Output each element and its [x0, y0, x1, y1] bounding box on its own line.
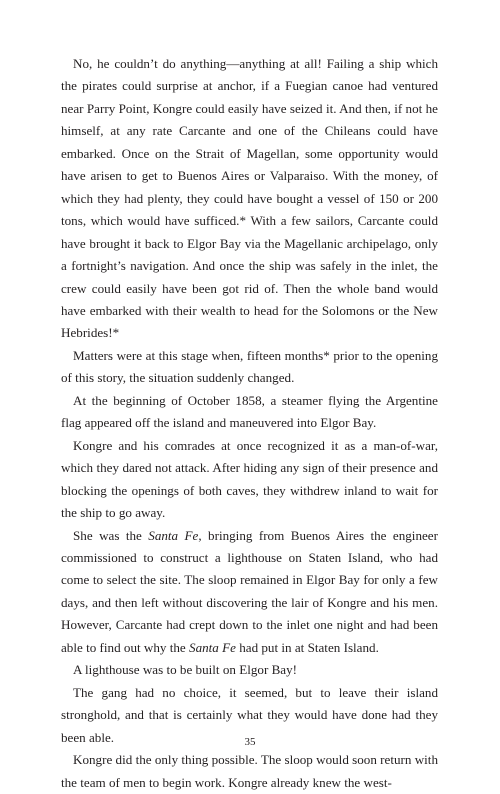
- text-run: , bringing from Buenos Aires the engineer commissioned to construct a lighthouse on Staten Island, who had come to select the site. The sloop remained in Elgor Bay for only a few days, and then left without discovering the lair of Kongre and his men. However, Carcante had crept down to the inlet one night and had been able to find out why the: [61, 527, 438, 655]
- paragraph: [61, 53, 438, 345]
- text-run: A lighthouse was to be built on Elgor Bay!: [73, 662, 298, 678]
- text-run: No, he couldn’t do anything—anything at all! Failing a ship which the pirates could surprise at anchor, if a Fuegian canoe had ventured near Parry Point, Kongre could easily have seized it. And then, if not he himself, at any rate Carcante and one of the Chileans could have embarked. Once on the Strait of Magellan, some opportunity would have arisen to get to Buenos Aires or Valparaiso. With the money, of which they had plenty, they could have bought a vessel of 150 or 200 tons, which would have sufficed.* With a few sailors, Carcante could have brought it back to Elgor Bay via the Magellanic archipelago, only a fortnight’s navigation. And once the ship was safely in the inlet, the crew could easily have been got rid of. Then the whole band would have embarked with their wealth to head for the Solomons or the New Hebrides!*: [61, 56, 438, 341]
- body-text: [61, 53, 438, 794]
- text-run: had put in at Staten Island.: [235, 639, 379, 655]
- page-number: 35: [244, 736, 256, 748]
- text-run: At the beginning of October 1858, a steamer flying the Argentine flag appeared off the island and maneuvered into Elgor Bay.: [61, 392, 438, 431]
- paragraph: [61, 749, 438, 794]
- text-run: The gang had no choice, it seemed, but to leave their island stronghold, and that is certainly what they would have done had they been able.: [61, 684, 438, 745]
- paragraph: [61, 390, 438, 435]
- paragraph: [61, 659, 438, 681]
- text-run: Matters were at this stage when, fifteen months* prior to the opening of this story, the situation suddenly changed.: [61, 347, 438, 386]
- italic-text: Santa Fe: [189, 639, 236, 655]
- italic-text: Santa Fe: [148, 527, 199, 543]
- text-run: Kongre and his comrades at once recognized it as a man-of-war, which they dared not attack. After hiding any sign of their presence and blocking the openings of both caves, they withdrew inland to wait for the ship to go away.: [61, 437, 438, 521]
- text-run: She was the: [73, 527, 149, 543]
- text-run: Kongre did the only thing possible. The sloop would soon return with the team of men to begin work. Kongre already knew the west-: [61, 752, 438, 790]
- paragraph: [61, 345, 438, 390]
- paragraph: [61, 525, 438, 660]
- paragraph: [61, 435, 438, 525]
